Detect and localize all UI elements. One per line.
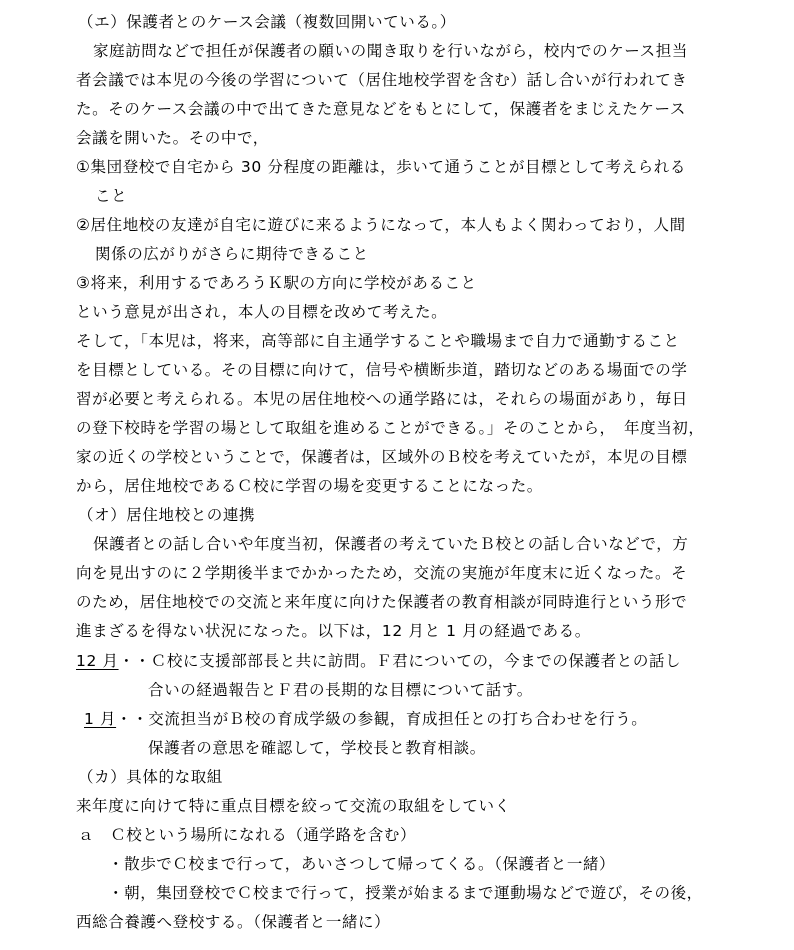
paragraph-line: という意見が出され，本人の目標を改めて考えた。 <box>76 303 448 321</box>
sub-heading-a: ａ Ｃ校という場所になれる（通学路を含む） <box>78 826 417 844</box>
paragraph-line: 進まざるを得ない状況になった。以下は，12 月と 1 月の経過である。 <box>76 622 591 640</box>
paragraph-line: 来年度に向けて特に重点目標を絞って交流の取組をしていく <box>76 797 511 815</box>
timeline-text: ・・交流担当がＢ校の育成学級の参観，育成担任との打ち合わせを行う。 <box>116 710 648 728</box>
section-heading-ka: （カ）具体的な取組 <box>78 768 223 786</box>
paragraph-line: そして，「本児は，将来，高等部に自主通学することや職場まで自力で通勤すること <box>76 332 680 350</box>
paragraph-line: 者会議では本児の今後の学習について（居住地校学習を含む）話し合いが行われてき <box>76 71 688 89</box>
paragraph-line: を目標としている。その目標に向けて，信号や横断歩道，踏切などのある場面での学 <box>76 361 688 379</box>
paragraph-line: の登下校時を学習の場として取組を進めることができる。」そのことから， 年度当初， <box>76 419 705 437</box>
paragraph-line: 習が必要と考えられる。本児の居住地校への通学路には，それらの場面があり，毎日 <box>76 390 688 408</box>
list-item: ③将来，利用するであろうＫ駅の方向に学校があること <box>76 274 477 292</box>
timeline-month: 1 月 <box>84 710 117 728</box>
paragraph-line: 向を見出すのに２学期後半までかかったため，交流の実施が年度末に近くなった。そ <box>76 564 688 582</box>
timeline-entry <box>84 709 647 729</box>
paragraph-line: 会議を開いた。その中で， <box>76 129 269 147</box>
timeline-continuation: 保護者の意思を確認して，学校長と教育相談。 <box>148 739 486 757</box>
paragraph-line: 家庭訪問などで担任が保護者の願いの聞き取りを行いながら，校内でのケース担当 <box>93 42 688 60</box>
list-item: ②居住地校の友達が自宅に遊びに来るようになって，本人もよく関わっており，人間 <box>76 216 686 234</box>
timeline-entry <box>76 651 681 671</box>
bullet-item: ・散歩でＣ校まで行って，あいさつして帰ってくる。（保護者と一緒） <box>108 855 616 873</box>
list-item-continuation: 関係の広がりがさらに期待できること <box>95 245 369 263</box>
timeline-month: 12 月 <box>76 652 119 670</box>
paragraph-line: のため，居住地校での交流と来年度に向けた保護者の教育相談が同時進行という形で <box>76 593 688 611</box>
paragraph-line: から，居住地校であるＣ校に学習の場を変更することになった。 <box>76 477 543 495</box>
timeline-text: ・・Ｃ校に支援部部長と共に訪問。Ｆ君についての，今までの保護者との話し <box>118 652 682 670</box>
section-heading-o: （オ）居住地校との連携 <box>78 506 256 524</box>
paragraph-line: 家の近くの学校ということで，保護者は，区域外のＢ校を考えていたが，本児の目標 <box>76 448 688 466</box>
section-heading-e: （エ）保護者とのケース会議（複数回開いている。） <box>78 13 456 31</box>
list-item-continuation: こと <box>95 187 128 205</box>
paragraph-line: 西総合養護へ登校する。（保護者と一緒に） <box>76 913 391 931</box>
paragraph-line: た。そのケース会議の中で出てきた意見などをもとにして，保護者をまじえたケース <box>76 100 686 118</box>
paragraph-line: 保護者との話し合いや年度当初，保護者の考えていたＢ校との話し合いなどで，方 <box>93 535 689 553</box>
timeline-continuation: 合いの経過報告とＦ君の長期的な目標について話す。 <box>148 681 533 699</box>
list-item: ①集団登校で自宅から 30 分程度の距離は，歩いて通うことが目標として考えられる <box>76 158 686 176</box>
bullet-item: ・朝，集団登校でＣ校まで行って，授業が始まるまで運動場などで遊び，その後， <box>108 884 703 902</box>
